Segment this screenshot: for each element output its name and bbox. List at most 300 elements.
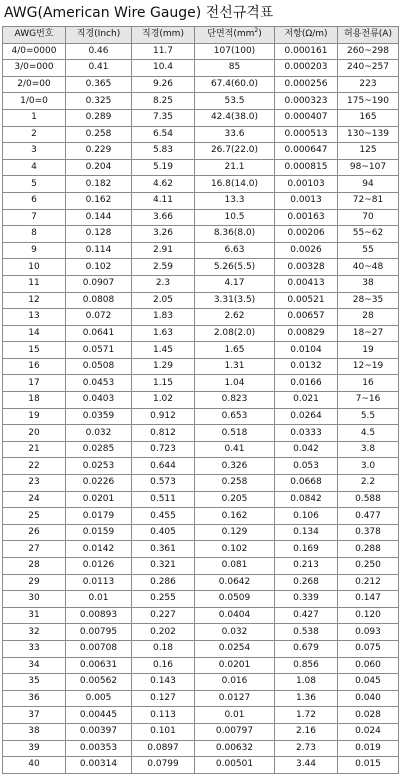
area-cell: 8.36(8.0): [195, 226, 275, 243]
mm-cell: 4.62: [132, 176, 195, 193]
inch-cell: 0.0641: [66, 325, 132, 342]
resistance-cell: 0.000647: [275, 143, 338, 160]
resistance-cell: 2.73: [275, 740, 338, 757]
resistance-cell: 2.16: [275, 723, 338, 740]
table-row: [3, 292, 399, 309]
awg-cell: 14: [3, 325, 66, 342]
resistance-cell: 0.856: [275, 657, 338, 674]
current-cell: 0.045: [338, 674, 399, 691]
awg-cell: 9: [3, 242, 66, 259]
inch-cell: 0.0285: [66, 441, 132, 458]
awg-cell: 12: [3, 292, 66, 309]
table-row: [3, 275, 399, 292]
inch-cell: 0.0508: [66, 358, 132, 375]
area-cell: 0.518: [195, 425, 275, 442]
resistance-cell: 0.0132: [275, 358, 338, 375]
resistance-cell: 0.0166: [275, 375, 338, 392]
resistance-cell: 0.000513: [275, 126, 338, 143]
awg-cell: 13: [3, 309, 66, 326]
current-cell: 5.5: [338, 408, 399, 425]
table-row: [3, 541, 399, 558]
mm-cell: 2.3: [132, 275, 195, 292]
inch-cell: 0.0179: [66, 508, 132, 525]
table-row: [3, 309, 399, 326]
mm-cell: 0.127: [132, 690, 195, 707]
resistance-cell: 0.679: [275, 640, 338, 657]
resistance-cell: 0.00657: [275, 309, 338, 326]
resistance-cell: 0.00829: [275, 325, 338, 342]
resistance-cell: 0.00328: [275, 259, 338, 276]
inch-cell: 0.032: [66, 425, 132, 442]
inch-cell: 0.01: [66, 591, 132, 608]
awg-cell: 19: [3, 408, 66, 425]
table-body: [3, 43, 399, 773]
table-row: [3, 690, 399, 707]
resistance-cell: 0.00521: [275, 292, 338, 309]
mm-cell: 6.54: [132, 126, 195, 143]
table-row: [3, 259, 399, 276]
mm-cell: 3.26: [132, 226, 195, 243]
inch-cell: 0.00795: [66, 624, 132, 641]
current-cell: 0.024: [338, 723, 399, 740]
resistance-cell: 0.000256: [275, 76, 338, 93]
area-cell: 0.0404: [195, 607, 275, 624]
awg-cell: 18: [3, 392, 66, 409]
mm-cell: 7.35: [132, 109, 195, 126]
inch-cell: 0.00562: [66, 674, 132, 691]
mm-cell: 3.66: [132, 209, 195, 226]
area-cell: 2.62: [195, 309, 275, 326]
current-cell: 0.288: [338, 541, 399, 558]
resistance-cell: 0.106: [275, 508, 338, 525]
inch-cell: 0.102: [66, 259, 132, 276]
resistance-cell: 0.169: [275, 541, 338, 558]
inch-cell: 0.0359: [66, 408, 132, 425]
current-cell: 0.588: [338, 491, 399, 508]
mm-cell: 0.644: [132, 458, 195, 475]
resistance-cell: 0.000161: [275, 43, 338, 60]
mm-cell: 0.573: [132, 475, 195, 492]
area-cell: 107(100): [195, 43, 275, 60]
resistance-cell: 0.0842: [275, 491, 338, 508]
header-resistance: 저항(Ω/m): [275, 27, 338, 44]
mm-cell: 0.143: [132, 674, 195, 691]
resistance-cell: 0.00206: [275, 226, 338, 243]
area-cell: 16.8(14.0): [195, 176, 275, 193]
table-row: [3, 757, 399, 774]
mm-cell: 2.59: [132, 259, 195, 276]
current-cell: 0.250: [338, 558, 399, 575]
awg-cell: 35: [3, 674, 66, 691]
inch-cell: 0.162: [66, 192, 132, 209]
table-row: [3, 60, 399, 77]
resistance-cell: 0.339: [275, 591, 338, 608]
resistance-cell: 0.00413: [275, 275, 338, 292]
mm-cell: 0.812: [132, 425, 195, 442]
table-row: [3, 342, 399, 359]
inch-cell: 0.0201: [66, 491, 132, 508]
area-cell: 3.31(3.5): [195, 292, 275, 309]
table-row: [3, 226, 399, 243]
table-row: [3, 109, 399, 126]
mm-cell: 0.912: [132, 408, 195, 425]
area-cell: 0.823: [195, 392, 275, 409]
mm-cell: 1.02: [132, 392, 195, 409]
table-row: [3, 574, 399, 591]
inch-cell: 0.41: [66, 60, 132, 77]
inch-cell: 0.365: [66, 76, 132, 93]
awg-cell: 10: [3, 259, 66, 276]
area-cell: 0.0201: [195, 657, 275, 674]
header-diameter-mm: 직경(mm): [132, 27, 195, 44]
awg-cell: 22: [3, 458, 66, 475]
table-row: [3, 358, 399, 375]
inch-cell: 0.00708: [66, 640, 132, 657]
current-cell: 240~257: [338, 60, 399, 77]
current-cell: 0.093: [338, 624, 399, 641]
inch-cell: 0.144: [66, 209, 132, 226]
header-current: 허용전류(A): [338, 27, 399, 44]
mm-cell: 11.7: [132, 43, 195, 60]
current-cell: 0.120: [338, 607, 399, 624]
area-cell: 0.205: [195, 491, 275, 508]
table-row: [3, 640, 399, 657]
area-cell: 67.4(60.0): [195, 76, 275, 93]
table-row: [3, 126, 399, 143]
header-area-sup: 2: [254, 27, 259, 35]
mm-cell: 0.18: [132, 640, 195, 657]
awg-cell: 39: [3, 740, 66, 757]
area-cell: 5.26(5.5): [195, 259, 275, 276]
resistance-cell: 0.0013: [275, 192, 338, 209]
awg-cell: 20: [3, 425, 66, 442]
table-row: [3, 524, 399, 541]
current-cell: 0.040: [338, 690, 399, 707]
resistance-cell: 0.0026: [275, 242, 338, 259]
awg-cell: 2: [3, 126, 66, 143]
inch-cell: 0.00314: [66, 757, 132, 774]
mm-cell: 0.202: [132, 624, 195, 641]
inch-cell: 0.00397: [66, 723, 132, 740]
resistance-cell: 1.72: [275, 707, 338, 724]
table-row: [3, 558, 399, 575]
area-cell: 0.0254: [195, 640, 275, 657]
current-cell: 3.8: [338, 441, 399, 458]
mm-cell: 1.29: [132, 358, 195, 375]
page-title: AWG(American Wire Gauge) 전선규격표: [4, 5, 274, 21]
mm-cell: 5.83: [132, 143, 195, 160]
current-cell: 0.019: [338, 740, 399, 757]
awg-cell: 37: [3, 707, 66, 724]
inch-cell: 0.229: [66, 143, 132, 160]
inch-cell: 0.258: [66, 126, 132, 143]
awg-cell: 2/0=00: [3, 76, 66, 93]
inch-cell: 0.46: [66, 43, 132, 60]
current-cell: 165: [338, 109, 399, 126]
mm-cell: 1.45: [132, 342, 195, 359]
current-cell: 260~298: [338, 43, 399, 60]
resistance-cell: 0.053: [275, 458, 338, 475]
inch-cell: 0.072: [66, 309, 132, 326]
mm-cell: 0.321: [132, 558, 195, 575]
area-cell: 0.081: [195, 558, 275, 575]
table-row: [3, 392, 399, 409]
mm-cell: 0.286: [132, 574, 195, 591]
inch-cell: 0.0226: [66, 475, 132, 492]
awg-cell: 17: [3, 375, 66, 392]
area-cell: 1.04: [195, 375, 275, 392]
area-cell: 13.3: [195, 192, 275, 209]
awg-cell: 33: [3, 640, 66, 657]
inch-cell: 0.289: [66, 109, 132, 126]
resistance-cell: 1.36: [275, 690, 338, 707]
area-cell: 0.032: [195, 624, 275, 641]
resistance-cell: 0.00103: [275, 176, 338, 193]
header-diameter-inch: 직경(Inch): [66, 27, 132, 44]
current-cell: 38: [338, 275, 399, 292]
awg-cell: 31: [3, 607, 66, 624]
mm-cell: 0.405: [132, 524, 195, 541]
area-cell: 0.00797: [195, 723, 275, 740]
awg-cell: 34: [3, 657, 66, 674]
awg-cell: 8: [3, 226, 66, 243]
current-cell: 7~16: [338, 392, 399, 409]
table-row: [3, 707, 399, 724]
inch-cell: 0.0113: [66, 574, 132, 591]
area-cell: 26.7(22.0): [195, 143, 275, 160]
area-cell: 0.00501: [195, 757, 275, 774]
awg-table: [2, 26, 399, 774]
awg-cell: 3/0=000: [3, 60, 66, 77]
mm-cell: 0.113: [132, 707, 195, 724]
area-cell: 2.08(2.0): [195, 325, 275, 342]
current-cell: 223: [338, 76, 399, 93]
header-area-prefix: 단면적(mm: [207, 29, 255, 40]
mm-cell: 0.255: [132, 591, 195, 608]
mm-cell: 0.511: [132, 491, 195, 508]
resistance-cell: 0.268: [275, 574, 338, 591]
mm-cell: 4.11: [132, 192, 195, 209]
current-cell: 55~62: [338, 226, 399, 243]
resistance-cell: 0.0104: [275, 342, 338, 359]
mm-cell: 0.16: [132, 657, 195, 674]
awg-cell: 7: [3, 209, 66, 226]
current-cell: 0.147: [338, 591, 399, 608]
current-cell: 16: [338, 375, 399, 392]
mm-cell: 8.25: [132, 93, 195, 110]
inch-cell: 0.00445: [66, 707, 132, 724]
awg-cell: 5: [3, 176, 66, 193]
table-row: [3, 441, 399, 458]
table-row: [3, 93, 399, 110]
current-cell: 0.212: [338, 574, 399, 591]
resistance-cell: 0.0333: [275, 425, 338, 442]
table-row: [3, 657, 399, 674]
resistance-cell: 0.000815: [275, 159, 338, 176]
area-cell: 1.65: [195, 342, 275, 359]
header-awg: AWG번호: [3, 27, 66, 44]
mm-cell: 1.83: [132, 309, 195, 326]
current-cell: 3.0: [338, 458, 399, 475]
table-row: [3, 325, 399, 342]
area-cell: 0.162: [195, 508, 275, 525]
inch-cell: 0.325: [66, 93, 132, 110]
area-cell: 0.0127: [195, 690, 275, 707]
current-cell: 72~81: [338, 192, 399, 209]
inch-cell: 0.0907: [66, 275, 132, 292]
resistance-cell: 0.021: [275, 392, 338, 409]
area-cell: 0.326: [195, 458, 275, 475]
area-cell: 0.258: [195, 475, 275, 492]
inch-cell: 0.0403: [66, 392, 132, 409]
table-row: [3, 143, 399, 160]
inch-cell: 0.128: [66, 226, 132, 243]
resistance-cell: 0.427: [275, 607, 338, 624]
inch-cell: 0.00893: [66, 607, 132, 624]
table-row: [3, 209, 399, 226]
inch-cell: 0.00631: [66, 657, 132, 674]
awg-cell: 23: [3, 475, 66, 492]
current-cell: 40~48: [338, 259, 399, 276]
awg-cell: 24: [3, 491, 66, 508]
table-row: [3, 43, 399, 60]
current-cell: 94: [338, 176, 399, 193]
awg-cell: 36: [3, 690, 66, 707]
current-cell: 0.015: [338, 757, 399, 774]
current-cell: 55: [338, 242, 399, 259]
inch-cell: 0.0126: [66, 558, 132, 575]
area-cell: 33.6: [195, 126, 275, 143]
current-cell: 4.5: [338, 425, 399, 442]
inch-cell: 0.182: [66, 176, 132, 193]
table-row: [3, 591, 399, 608]
header-area: [195, 27, 275, 44]
header-row: [3, 27, 399, 44]
mm-cell: 0.723: [132, 441, 195, 458]
awg-cell: 26: [3, 524, 66, 541]
table-header: [3, 27, 399, 44]
area-cell: 0.0642: [195, 574, 275, 591]
mm-cell: 2.05: [132, 292, 195, 309]
awg-cell: 38: [3, 723, 66, 740]
area-cell: 21.1: [195, 159, 275, 176]
inch-cell: 0.0808: [66, 292, 132, 309]
inch-cell: 0.0159: [66, 524, 132, 541]
area-cell: 0.129: [195, 524, 275, 541]
current-cell: 18~27: [338, 325, 399, 342]
current-cell: 0.028: [338, 707, 399, 724]
resistance-cell: 1.08: [275, 674, 338, 691]
awg-cell: 21: [3, 441, 66, 458]
inch-cell: 0.0453: [66, 375, 132, 392]
mm-cell: 0.0799: [132, 757, 195, 774]
awg-cell: 4: [3, 159, 66, 176]
resistance-cell: 0.000203: [275, 60, 338, 77]
area-cell: 1.31: [195, 358, 275, 375]
table-row: [3, 176, 399, 193]
current-cell: 130~139: [338, 126, 399, 143]
resistance-cell: 0.000323: [275, 93, 338, 110]
awg-cell: 6: [3, 192, 66, 209]
resistance-cell: 0.0668: [275, 475, 338, 492]
table-row: [3, 723, 399, 740]
resistance-cell: 0.00163: [275, 209, 338, 226]
table-row: [3, 624, 399, 641]
current-cell: 70: [338, 209, 399, 226]
awg-cell: 4/0=0000: [3, 43, 66, 60]
resistance-cell: 3.44: [275, 757, 338, 774]
mm-cell: 0.0897: [132, 740, 195, 757]
area-cell: 0.0509: [195, 591, 275, 608]
current-cell: 12~19: [338, 358, 399, 375]
table-row: [3, 607, 399, 624]
current-cell: 98~107: [338, 159, 399, 176]
awg-cell: 1: [3, 109, 66, 126]
area-cell: 0.653: [195, 408, 275, 425]
current-cell: 0.378: [338, 524, 399, 541]
mm-cell: 0.101: [132, 723, 195, 740]
current-cell: 0.075: [338, 640, 399, 657]
mm-cell: 0.455: [132, 508, 195, 525]
area-cell: 53.5: [195, 93, 275, 110]
current-cell: 125: [338, 143, 399, 160]
area-cell: 0.00632: [195, 740, 275, 757]
awg-cell: 16: [3, 358, 66, 375]
table-row: [3, 76, 399, 93]
current-cell: 175~190: [338, 93, 399, 110]
mm-cell: 1.15: [132, 375, 195, 392]
mm-cell: 1.63: [132, 325, 195, 342]
area-cell: 0.016: [195, 674, 275, 691]
current-cell: 0.060: [338, 657, 399, 674]
awg-cell: 27: [3, 541, 66, 558]
awg-cell: 30: [3, 591, 66, 608]
awg-cell: 29: [3, 574, 66, 591]
inch-cell: 0.00353: [66, 740, 132, 757]
mm-cell: 9.26: [132, 76, 195, 93]
inch-cell: 0.005: [66, 690, 132, 707]
mm-cell: 5.19: [132, 159, 195, 176]
area-cell: 4.17: [195, 275, 275, 292]
table-row: [3, 475, 399, 492]
awg-cell: 32: [3, 624, 66, 641]
awg-cell: 28: [3, 558, 66, 575]
inch-cell: 0.0142: [66, 541, 132, 558]
area-cell: 0.41: [195, 441, 275, 458]
current-cell: 2.2: [338, 475, 399, 492]
mm-cell: 2.91: [132, 242, 195, 259]
area-cell: 42.4(38.0): [195, 109, 275, 126]
resistance-cell: 0.134: [275, 524, 338, 541]
awg-cell: 15: [3, 342, 66, 359]
table-row: [3, 192, 399, 209]
resistance-cell: 0.213: [275, 558, 338, 575]
awg-cell: 3: [3, 143, 66, 160]
table-row: [3, 674, 399, 691]
table-row: [3, 740, 399, 757]
resistance-cell: 0.042: [275, 441, 338, 458]
area-cell: 6.63: [195, 242, 275, 259]
mm-cell: 10.4: [132, 60, 195, 77]
current-cell: 19: [338, 342, 399, 359]
area-cell: 10.5: [195, 209, 275, 226]
inch-cell: 0.204: [66, 159, 132, 176]
table-row: [3, 159, 399, 176]
table-row: [3, 242, 399, 259]
awg-cell: 25: [3, 508, 66, 525]
table-row: [3, 491, 399, 508]
awg-cell: 1/0=0: [3, 93, 66, 110]
